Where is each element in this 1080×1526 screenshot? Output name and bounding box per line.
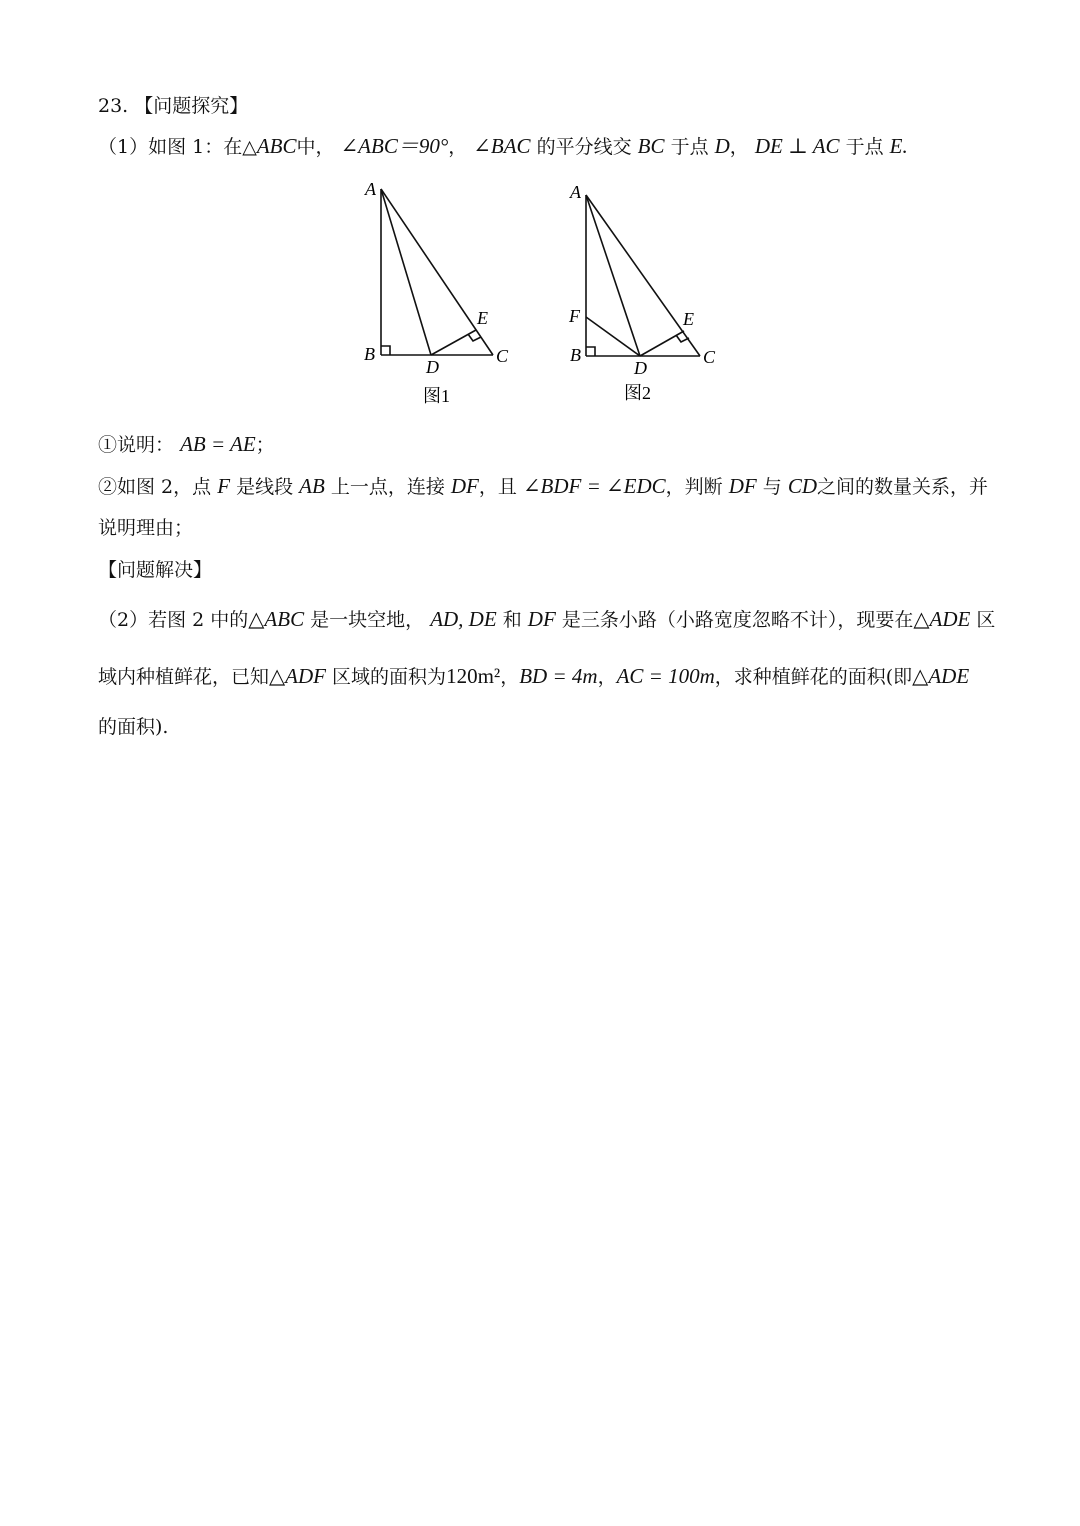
- part2-line3: 的面积).: [98, 716, 169, 738]
- math-cd: CD: [787, 474, 817, 498]
- right-angle-e: [676, 335, 689, 342]
- label-d: D: [426, 357, 439, 377]
- text: （2）若图 2 中的: [98, 609, 249, 631]
- math-e: E.: [889, 134, 908, 158]
- right-angle-b: [586, 347, 595, 356]
- segment-ad: [381, 189, 431, 355]
- math-df: DF: [527, 607, 556, 631]
- text: 域内种植鲜花，已知: [98, 666, 270, 688]
- right-angle-b: [381, 346, 390, 355]
- label-f: F: [569, 306, 580, 326]
- math-angle-abc: ∠ABC＝90°: [340, 134, 449, 158]
- text: 于点: [845, 136, 884, 158]
- math-tri-ade: △ADE: [912, 664, 970, 688]
- label-b: B: [364, 344, 375, 364]
- text: ，: [500, 666, 520, 688]
- text: 的平分线交: [536, 136, 632, 158]
- math-de-perp-ac: DE ⊥ AC: [754, 134, 840, 158]
- math-angle-bac: ∠BAC: [473, 134, 531, 158]
- triangle-symbol: △: [242, 136, 257, 158]
- math-abc: ABC: [256, 134, 297, 158]
- math-angle-equality: ∠BDF = ∠EDC: [522, 474, 666, 498]
- segment-ad: [586, 195, 640, 356]
- text: 区: [976, 609, 996, 631]
- math-tri-adf: △ADF: [269, 664, 326, 688]
- text: 是一块空地，: [310, 609, 425, 631]
- section-title-explore: 【问题探究】: [134, 95, 249, 117]
- label-a: A: [365, 179, 376, 199]
- part1-statement: [98, 132, 908, 161]
- text: ，判断: [665, 476, 723, 498]
- text: ；: [255, 434, 275, 456]
- text: 是线段: [236, 476, 294, 498]
- label-e: E: [477, 308, 488, 328]
- text: 之间的数量关系，并: [817, 476, 989, 498]
- text: ，求种植鲜花的面积(即: [714, 666, 913, 688]
- math-bd: BD = 4m: [519, 664, 598, 688]
- text: 和: [502, 609, 522, 631]
- question-1: [98, 430, 275, 459]
- text: 于点: [670, 136, 709, 158]
- math-ad-de: AD, DE: [430, 607, 497, 631]
- segment-ac: [381, 189, 493, 355]
- segment-df: [586, 317, 640, 356]
- text: 中，: [296, 136, 335, 158]
- label-c: C: [703, 347, 716, 367]
- text: 上一点，连接: [330, 476, 445, 498]
- text: ，且: [478, 476, 517, 498]
- figure-1: [355, 175, 525, 410]
- math-ab: AB: [299, 474, 325, 498]
- math-tri-ade: △ADE: [913, 607, 971, 631]
- math-bc: BC: [637, 134, 665, 158]
- math-d: D: [714, 134, 730, 158]
- math-tri-abc: △ABC: [248, 607, 305, 631]
- text: ，: [729, 136, 749, 158]
- math-ab-eq-ae: AB = AE: [180, 432, 256, 456]
- figure-2-caption: 图2: [624, 383, 651, 403]
- text: （1）如图 1：在: [98, 136, 243, 158]
- segment-de: [431, 330, 476, 355]
- figure-2: [560, 175, 730, 410]
- math-f: F: [217, 474, 231, 498]
- text: ，: [448, 136, 468, 158]
- label-b: B: [570, 345, 581, 365]
- part2-line2: [98, 662, 969, 691]
- math-df: DF: [728, 474, 757, 498]
- part2-line1: [98, 605, 995, 634]
- text: ，: [597, 666, 617, 688]
- text: 区域的面积为: [332, 666, 447, 688]
- problem-heading: [98, 92, 248, 120]
- text: 与: [762, 476, 782, 498]
- math-ac: AC = 100m: [616, 664, 715, 688]
- label-c: C: [496, 346, 509, 366]
- segment-de: [640, 331, 684, 356]
- math-df: DF: [450, 474, 479, 498]
- text: 是三条小路（小路宽度忽略不计），现要在: [561, 609, 914, 631]
- section-title-solve: 【问题解决】: [98, 559, 213, 581]
- figure-1-caption: 图1: [423, 386, 450, 406]
- problem-number: 23.: [98, 95, 129, 117]
- label-a: A: [570, 182, 581, 202]
- question-2-line2: 说明理由；: [98, 517, 194, 539]
- question-2: [98, 472, 988, 501]
- label-d: D: [634, 358, 647, 378]
- text: ①说明：: [98, 434, 175, 456]
- label-e: E: [683, 309, 694, 329]
- math-area-value: 120m²: [446, 664, 501, 688]
- text: ②如图 2，点: [98, 476, 212, 498]
